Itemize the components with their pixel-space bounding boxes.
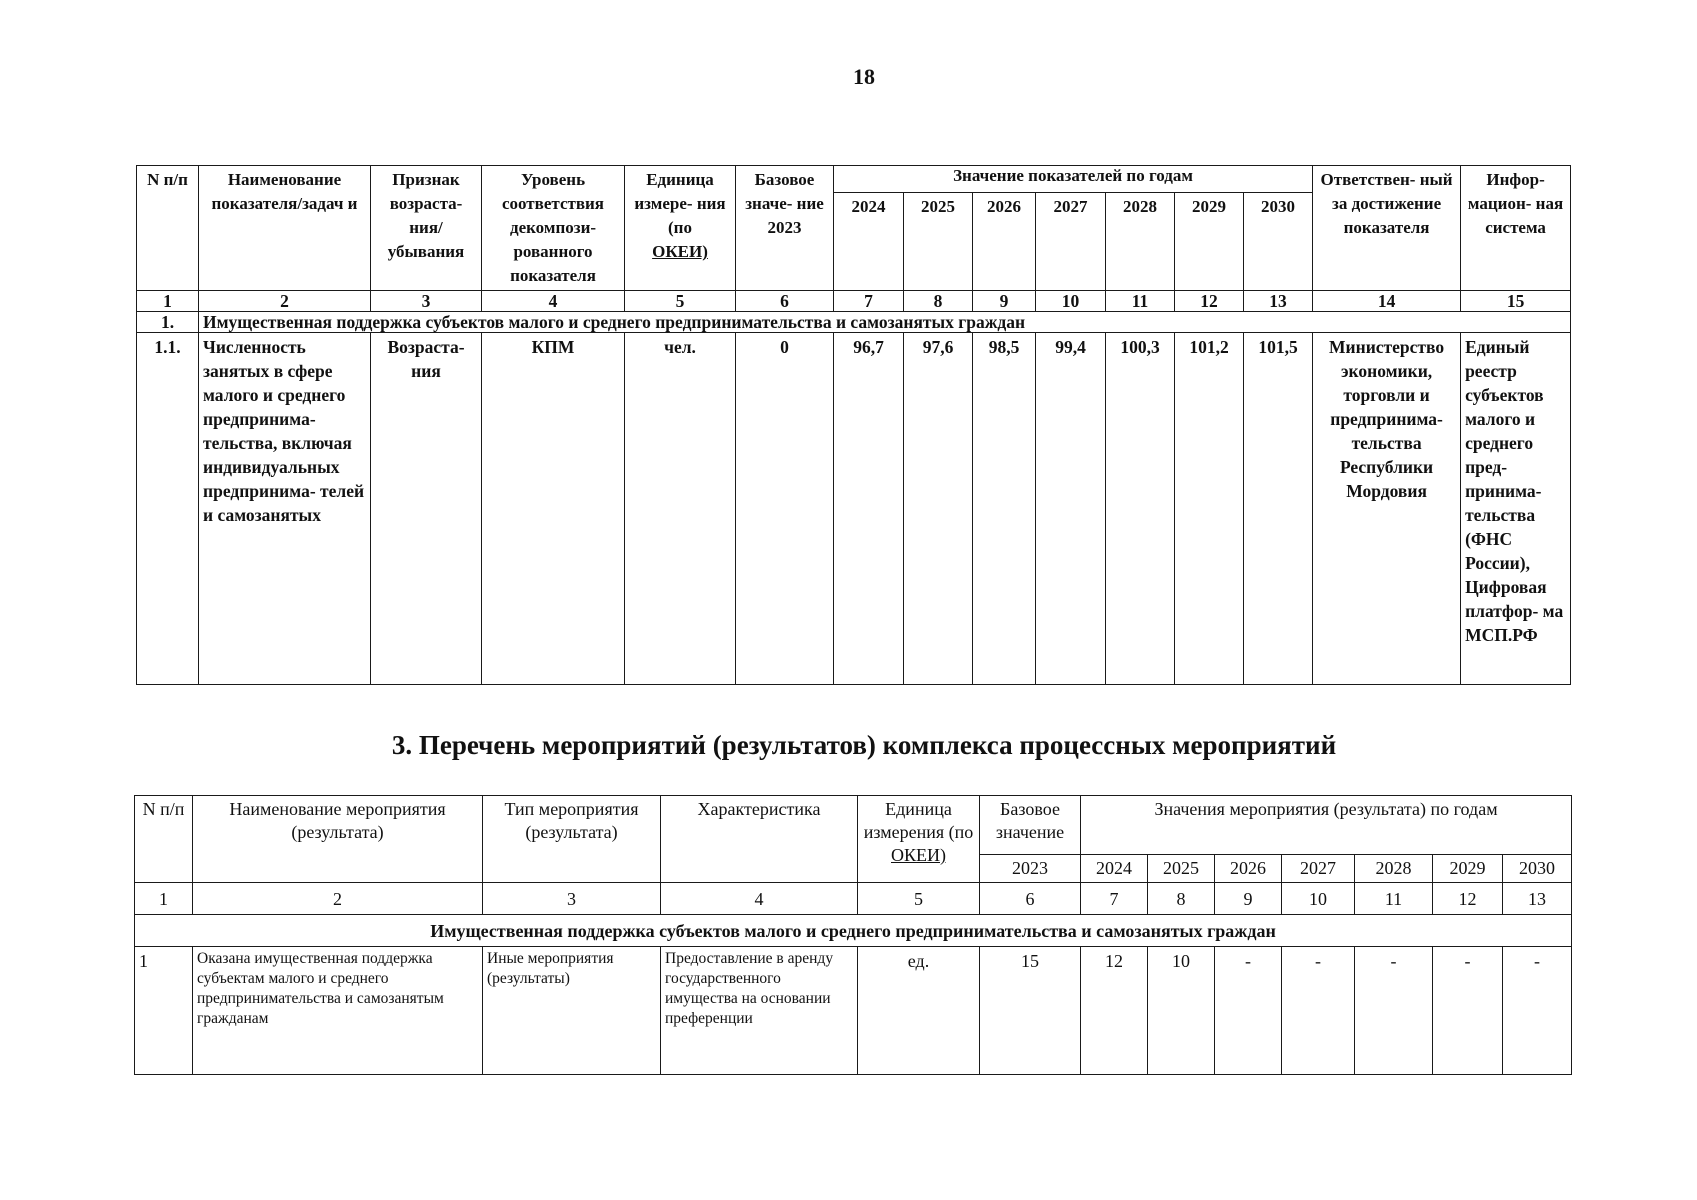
year-header: 2030: [1244, 193, 1313, 291]
col-info-system-header: Инфор- мацион- ная система: [1461, 166, 1571, 291]
unit-header-text: Единица измерения (по: [863, 799, 974, 842]
year-header: 2024: [834, 193, 904, 291]
column-number: 14: [1313, 291, 1461, 312]
column-number: 8: [1148, 883, 1215, 915]
event-value: -: [1433, 947, 1503, 1075]
indicator-value: 100,3: [1106, 333, 1175, 685]
row-number: 1.1.: [137, 333, 199, 685]
years-group-header: Значения мероприятия (результата) по годам: [1081, 796, 1572, 855]
col-name-header: Наименование мероприятия (результата): [193, 796, 483, 883]
column-number: 2: [193, 883, 483, 915]
col-name-header: Наименование показателя/задач и: [199, 166, 371, 291]
col-num-header: N п/п: [137, 166, 199, 291]
event-value: -: [1503, 947, 1572, 1075]
event-value: 12: [1081, 947, 1148, 1075]
column-number: 5: [858, 883, 980, 915]
col-trend-header: Признак возраста- ния/ убывания: [371, 166, 482, 291]
event-characteristic: Предоставление в аренду государственного имущества на основании преференции: [661, 947, 858, 1075]
column-number: 10: [1282, 883, 1355, 915]
section-heading: 3. Перечень мероприятий (результатов) комплекса процессных мероприятий: [391, 730, 1337, 760]
column-number: 8: [904, 291, 973, 312]
section-row: [135, 915, 1572, 947]
column-number: 10: [1036, 291, 1106, 312]
column-number: 9: [973, 291, 1036, 312]
col-num-header: N п/п: [135, 796, 193, 883]
column-number: 6: [980, 883, 1081, 915]
column-number: 15: [1461, 291, 1571, 312]
year-header: 2028: [1106, 193, 1175, 291]
col-unit-header: [625, 166, 736, 291]
column-number-row: [135, 883, 1572, 915]
indicator-responsible: Министерство экономики, торговли и предпринима- тельства Республики Мордовия: [1313, 333, 1461, 685]
indicator-value: 97,6: [904, 333, 973, 685]
events-header-row: [135, 796, 1572, 855]
column-number: 7: [834, 291, 904, 312]
indicator-value: 99,4: [1036, 333, 1106, 685]
col-unit-header: [858, 796, 980, 883]
column-number: 6: [736, 291, 834, 312]
col-base-header: Базовое значе- ние 2023: [736, 166, 834, 291]
indicator-base-value: 0: [736, 333, 834, 685]
column-number: 2: [199, 291, 371, 312]
col-base-header: Базовое значение: [980, 796, 1081, 855]
year-header: 2026: [973, 193, 1036, 291]
column-number: 11: [1355, 883, 1433, 915]
event-unit: ед.: [858, 947, 980, 1075]
column-number: 3: [371, 291, 482, 312]
event-value: -: [1355, 947, 1433, 1075]
event-type: Иные мероприятия (результаты): [483, 947, 661, 1075]
column-number: 4: [482, 291, 625, 312]
indicator-unit: чел.: [625, 333, 736, 685]
year-header: 2025: [904, 193, 973, 291]
year-header: 2025: [1148, 855, 1215, 883]
event-base-value: 15: [980, 947, 1081, 1075]
year-header: 2027: [1036, 193, 1106, 291]
events-table: [134, 795, 1572, 1075]
section-row: [137, 312, 1571, 333]
year-header: 2028: [1355, 855, 1433, 883]
indicator-value: 98,5: [973, 333, 1036, 685]
indicator-info-system: Единый реестр субъектов малого и среднего пред- принима- тельства (ФНС России), Цифровая платфор- ма МСП.РФ: [1461, 333, 1571, 685]
years-group-header: Значение показателей по годам: [834, 166, 1313, 193]
section-title: Имущественная поддержка субъектов малого и среднего предпринимательства и самозанятых граждан: [199, 312, 1571, 333]
event-value: -: [1215, 947, 1282, 1075]
base-year-header: 2023: [980, 855, 1081, 883]
indicators-header-row: [137, 166, 1571, 193]
year-header: 2029: [1175, 193, 1244, 291]
column-number: 7: [1081, 883, 1148, 915]
indicator-value: 101,2: [1175, 333, 1244, 685]
column-number: 12: [1175, 291, 1244, 312]
column-number: 13: [1503, 883, 1572, 915]
page-number: 18: [853, 64, 875, 89]
year-header: 2027: [1282, 855, 1355, 883]
okei-link: ОКЕИ): [652, 242, 708, 261]
event-name: Оказана имущественная поддержка субъектам малого и среднего предпринимательства и самозанятым гражданам: [193, 947, 483, 1075]
indicator-value: 96,7: [834, 333, 904, 685]
column-number: 12: [1433, 883, 1503, 915]
col-responsible-header: Ответствен- ный за достижение показателя: [1313, 166, 1461, 291]
column-number: 13: [1244, 291, 1313, 312]
indicators-table: [136, 165, 1571, 685]
col-level-header: Уровень соответствия декомпози- рованного показателя: [482, 166, 625, 291]
table-row: [135, 947, 1572, 1075]
year-header: 2026: [1215, 855, 1282, 883]
indicator-level: КПМ: [482, 333, 625, 685]
section-number: 1.: [137, 312, 199, 333]
row-number: 1: [135, 947, 193, 1075]
year-header: 2030: [1503, 855, 1572, 883]
event-value: 10: [1148, 947, 1215, 1075]
indicator-value: 101,5: [1244, 333, 1313, 685]
indicator-name: Численность занятых в сфере малого и среднего предпринима- тельства, включая индивидуальных предпринима- телей и самозанятых: [199, 333, 371, 685]
year-header: 2029: [1433, 855, 1503, 883]
unit-header-text: Единица измере- ния (по: [634, 170, 726, 237]
column-number: 1: [137, 291, 199, 312]
indicator-trend: Возраста- ния: [371, 333, 482, 685]
column-number: 1: [135, 883, 193, 915]
column-number: 4: [661, 883, 858, 915]
col-type-header: Тип мероприятия (результата): [483, 796, 661, 883]
column-number: 3: [483, 883, 661, 915]
column-number: 5: [625, 291, 736, 312]
column-number: 9: [1215, 883, 1282, 915]
year-header: 2024: [1081, 855, 1148, 883]
column-number-row: [137, 291, 1571, 312]
col-characteristic-header: Характеристика: [661, 796, 858, 883]
event-value: -: [1282, 947, 1355, 1075]
okei-link: ОКЕИ): [891, 845, 946, 865]
section-title: Имущественная поддержка субъектов малого и среднего предпринимательства и самозанятых граждан: [135, 915, 1572, 947]
column-number: 11: [1106, 291, 1175, 312]
table-row: [137, 333, 1571, 685]
